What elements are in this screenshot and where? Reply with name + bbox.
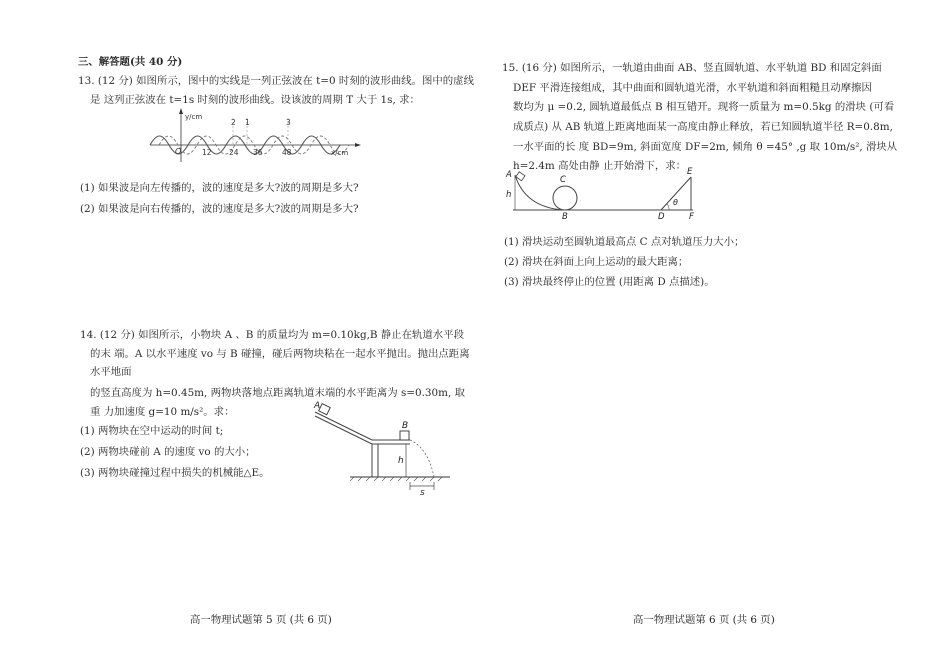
block-a-label: A <box>314 401 321 411</box>
origin-label: O <box>175 147 182 156</box>
q15-sub2: (2) 滑块在斜面上向上运动的最大距离； <box>504 256 689 268</box>
wave-figure <box>145 108 365 163</box>
q14-line1: 14. (12 分) 如图所示，小物块 A 、B 的质量均为 m=0.10kg,B 静止在轨道水平段 <box>80 329 464 341</box>
q15-line2: DEF 平滑连接组成，其中曲面和圆轨道光滑，水平轨道和斜面粗糙且动摩擦因 <box>513 82 872 94</box>
tick-12: 12 <box>202 148 212 157</box>
track-figure <box>503 165 733 222</box>
left-footer: 高一物理试题第 5 页 (共 6 页) <box>190 614 332 626</box>
right-page <box>475 0 950 671</box>
marker-2: 2 <box>231 118 236 127</box>
tick-48: 48 <box>282 148 292 157</box>
q14-line4: 的竖直高度为 h=0.45m, 两物块落地点距离轨道末端的水平距离为 s=0.30m, 取 <box>90 387 465 399</box>
q14-sub1: (1) 两物块在空中运动的时间 t; <box>80 425 224 437</box>
q13-sub1: (1) 如果波是向左传播的，波的速度是多大?波的周期是多大? <box>80 182 359 194</box>
right-footer: 高一物理试题第 6 页 (共 6 页) <box>633 614 775 626</box>
section-title: 三、解答题(共 40 分) <box>78 56 183 68</box>
q15-line1: 15. (16 分) 如图所示，一轨道由曲面 AB、竖直圆轨道、水平轨道 BD 和固定斜面 <box>502 62 882 74</box>
q14-sub3: (3) 两物块碰撞过程中损失的机械能△E。 <box>80 467 270 479</box>
q13-line2: 是 这列正弦波在 t=1s 时刻的波形曲线。设该波的周期 T 大于 1s, 求： <box>90 94 420 106</box>
q14-sub2: (2) 两物块碰前 A 的速度 vo 的大小； <box>80 446 256 458</box>
height-label: h <box>398 456 404 466</box>
tick-36: 36 <box>253 148 263 157</box>
point-c-label: C <box>560 175 566 185</box>
point-b-label: B <box>562 212 568 222</box>
tick-24: 24 <box>229 148 239 157</box>
marker-1: 1 <box>245 118 250 127</box>
point-a-label: A <box>506 170 512 180</box>
point-d-label: D <box>658 212 665 222</box>
q15-sub3: (3) 滑块最终停止的位置 (用距离 D 点描述)。 <box>504 276 715 288</box>
q13-line1: 13. (12 分) 如图所示，图中的实线是一列正弦波在 t=0 时刻的波形曲线。图中的虚线 <box>78 75 474 87</box>
q14-line3: 水平地面 <box>90 366 132 378</box>
x-axis-label: x/cm <box>331 149 349 157</box>
block-b-label: B <box>402 421 409 431</box>
q15-line4: 成质点) 从 AB 轨道上距离地面某一高度由静止释放，若已知圆轨道半径 R=0.8m, <box>513 121 893 133</box>
q15-sub1: (1) 滑块运动至圆轨道最高点 C 点对轨道压力大小； <box>504 236 745 248</box>
q15-line3: 数均为 μ =0.2, 圆轨道最低点 B 相互错开。现将一质量为 m=0.5kg 的滑块 (可看 <box>513 101 895 113</box>
point-e-label: E <box>687 167 693 177</box>
h-label: h <box>506 190 512 200</box>
q15-line5: 一水平面的长 度 BD=9m, 斜面宽度 DF=2m, 倾角 θ =45° ,g 取 10m/s², 滑块从 <box>513 141 898 153</box>
q13-sub2: (2) 如果波是向右传播的，波的速度是多大?波的周期是多大? <box>80 203 359 215</box>
q15-line6: h=2.4m 高处由静 止开始滑下，求： <box>513 160 687 172</box>
y-axis-label: y/cm <box>185 113 203 121</box>
collision-figure <box>310 400 450 498</box>
q14-line2: 的末 端。A 以水平速度 vo 与 B 碰撞，碰后两物块粘在一起水平抛出。抛出点距离 <box>90 348 470 360</box>
q14-line5: 重 力加速度 g=10 m/s²。求： <box>90 406 235 418</box>
point-f-label: F <box>689 212 694 222</box>
distance-label: s <box>420 488 425 498</box>
marker-3: 3 <box>286 118 291 127</box>
theta-label: θ <box>673 198 678 207</box>
